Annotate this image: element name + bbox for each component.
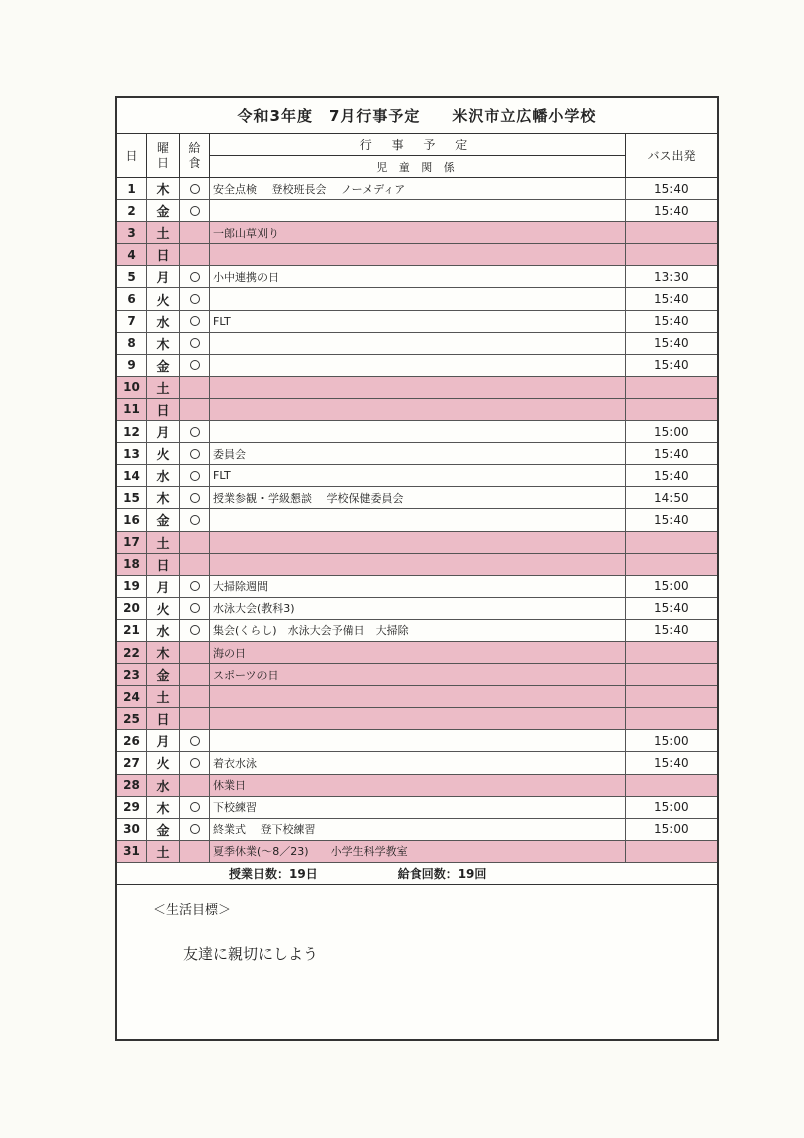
lunch-circle-icon bbox=[190, 824, 200, 834]
lunch-circle-icon bbox=[190, 294, 200, 304]
day-cell: 12 bbox=[117, 421, 147, 442]
day-cell: 27 bbox=[117, 752, 147, 773]
lunch-circle-icon bbox=[190, 184, 200, 194]
table-row bbox=[117, 797, 717, 819]
weekday-cell: 土 bbox=[147, 222, 180, 243]
lunch-cell bbox=[180, 620, 210, 641]
header-lunch-top: 給 bbox=[188, 140, 201, 155]
event-cell: 一郎山草刈り bbox=[210, 222, 626, 243]
day-cell: 17 bbox=[117, 532, 147, 553]
bus-time-cell: 15:40 bbox=[654, 358, 689, 373]
table-row bbox=[117, 752, 717, 774]
event-cell: 下校練習 bbox=[210, 797, 626, 818]
bus-time-cell bbox=[626, 686, 717, 707]
event-cell bbox=[210, 708, 626, 729]
bus-time-cell: 15:40 bbox=[654, 181, 689, 196]
bus-time-cell: 15:40 bbox=[654, 755, 689, 770]
table-row bbox=[117, 841, 717, 863]
day-cell: 22 bbox=[117, 642, 147, 663]
table-row bbox=[117, 554, 717, 576]
table-row bbox=[117, 775, 717, 797]
header-weekday-bottom: 日 bbox=[156, 155, 169, 170]
event-cell: 集会(くらし) 水泳大会予備日 大掃除 bbox=[210, 620, 626, 641]
table-row bbox=[117, 532, 717, 554]
header-lunch bbox=[180, 134, 210, 177]
bus-time-cell: 15:40 bbox=[654, 203, 689, 218]
weekday-cell: 月 bbox=[147, 266, 180, 287]
lunch-cell bbox=[180, 730, 210, 751]
day-cell: 26 bbox=[117, 730, 147, 751]
weekday-cell: 月 bbox=[147, 730, 180, 751]
weekday-cell: 火 bbox=[147, 752, 180, 773]
weekday-cell: 金 bbox=[147, 664, 180, 685]
bus-time-cell: 13:30 bbox=[654, 269, 689, 284]
bus-time-cell bbox=[626, 841, 717, 862]
weekday-cell: 木 bbox=[147, 178, 180, 199]
day-cell: 28 bbox=[117, 775, 147, 796]
weekday-cell: 火 bbox=[147, 443, 180, 464]
lunch-cell bbox=[180, 642, 210, 663]
bus-time-cell bbox=[626, 399, 717, 420]
weekday-cell: 火 bbox=[147, 288, 180, 309]
bus-time-cell: 15:40 bbox=[654, 601, 689, 616]
weekday-cell: 水 bbox=[147, 311, 180, 332]
lunch-cell bbox=[180, 244, 210, 265]
bus-time-cell bbox=[626, 244, 717, 265]
event-cell bbox=[210, 200, 626, 221]
table-row bbox=[117, 664, 717, 686]
event-cell bbox=[210, 730, 626, 751]
lunch-cell bbox=[180, 598, 210, 619]
weekday-cell: 土 bbox=[147, 841, 180, 862]
table-row bbox=[117, 598, 717, 620]
summary-bar bbox=[117, 863, 717, 885]
table-row bbox=[117, 355, 717, 377]
day-cell: 14 bbox=[117, 465, 147, 486]
bus-time-cell: 15:00 bbox=[654, 822, 689, 837]
event-cell: 水泳大会(教科3) bbox=[210, 598, 626, 619]
lunch-cell bbox=[180, 797, 210, 818]
table-row bbox=[117, 222, 717, 244]
lunch-circle-icon bbox=[190, 515, 200, 525]
event-cell: FLT bbox=[210, 311, 626, 332]
weekday-cell: 金 bbox=[147, 819, 180, 840]
weekday-cell: 木 bbox=[147, 797, 180, 818]
weekday-cell: 木 bbox=[147, 487, 180, 508]
lunch-cell bbox=[180, 399, 210, 420]
lunch-cell bbox=[180, 355, 210, 376]
header-weekday-top: 曜 bbox=[156, 140, 169, 155]
day-cell: 7 bbox=[117, 311, 147, 332]
day-cell: 18 bbox=[117, 554, 147, 575]
table-row bbox=[117, 686, 717, 708]
bus-time-cell: 15:40 bbox=[654, 512, 689, 527]
header-events bbox=[210, 134, 626, 177]
schedule-sheet bbox=[115, 96, 719, 1041]
event-cell: スポーツの日 bbox=[210, 664, 626, 685]
event-cell: 休業日 bbox=[210, 775, 626, 796]
table-row bbox=[117, 465, 717, 487]
lunch-cell bbox=[180, 421, 210, 442]
weekday-cell: 土 bbox=[147, 686, 180, 707]
day-cell: 24 bbox=[117, 686, 147, 707]
weekday-cell: 水 bbox=[147, 620, 180, 641]
bus-time-cell: 15:00 bbox=[654, 424, 689, 439]
weekday-cell: 土 bbox=[147, 377, 180, 398]
life-goals bbox=[117, 885, 717, 1055]
table-row bbox=[117, 200, 717, 222]
lunch-cell bbox=[180, 266, 210, 287]
lunch-circle-icon bbox=[190, 625, 200, 635]
day-cell: 9 bbox=[117, 355, 147, 376]
event-cell: 委員会 bbox=[210, 443, 626, 464]
schedule-rows bbox=[117, 178, 717, 863]
table-row bbox=[117, 708, 717, 730]
weekday-cell: 月 bbox=[147, 576, 180, 597]
header-weekday bbox=[147, 134, 180, 177]
header-events-title: 行 事 予 定 bbox=[210, 134, 625, 156]
lunch-circle-icon bbox=[190, 360, 200, 370]
weekday-cell: 日 bbox=[147, 554, 180, 575]
weekday-cell: 土 bbox=[147, 532, 180, 553]
lunch-cell bbox=[180, 377, 210, 398]
class-days: 授業日数：19日 bbox=[229, 866, 318, 881]
event-cell: 授業参観・学級懇談 学校保健委員会 bbox=[210, 487, 626, 508]
day-cell: 2 bbox=[117, 200, 147, 221]
bus-time-cell bbox=[626, 664, 717, 685]
day-cell: 10 bbox=[117, 377, 147, 398]
table-row bbox=[117, 399, 717, 421]
bus-time-cell: 14:50 bbox=[654, 490, 689, 505]
event-cell: 着衣水泳 bbox=[210, 752, 626, 773]
lunch-circle-icon bbox=[190, 471, 200, 481]
bus-time-cell bbox=[626, 554, 717, 575]
lunch-cell bbox=[180, 576, 210, 597]
table-row bbox=[117, 377, 717, 399]
lunch-days: 給食回数：19回 bbox=[397, 866, 487, 881]
day-cell: 20 bbox=[117, 598, 147, 619]
lunch-circle-icon bbox=[190, 272, 200, 282]
day-cell: 30 bbox=[117, 819, 147, 840]
event-cell bbox=[210, 686, 626, 707]
lunch-cell bbox=[180, 686, 210, 707]
event-cell bbox=[210, 399, 626, 420]
lunch-cell bbox=[180, 311, 210, 332]
weekday-cell: 日 bbox=[147, 708, 180, 729]
bus-time-cell bbox=[626, 775, 717, 796]
day-cell: 5 bbox=[117, 266, 147, 287]
event-cell bbox=[210, 554, 626, 575]
lunch-circle-icon bbox=[190, 581, 200, 591]
lunch-cell bbox=[180, 775, 210, 796]
lunch-cell bbox=[180, 222, 210, 243]
lunch-circle-icon bbox=[190, 802, 200, 812]
weekday-cell: 金 bbox=[147, 355, 180, 376]
bus-time-cell: 15:00 bbox=[654, 579, 689, 594]
header-lunch-bottom: 食 bbox=[188, 155, 201, 170]
lunch-circle-icon bbox=[190, 427, 200, 437]
bus-time-cell: 15:00 bbox=[654, 733, 689, 748]
lunch-circle-icon bbox=[190, 449, 200, 459]
weekday-cell: 金 bbox=[147, 509, 180, 530]
header-events-sub: 児 童 関 係 bbox=[376, 160, 459, 174]
lunch-circle-icon bbox=[190, 338, 200, 348]
weekday-cell: 日 bbox=[147, 399, 180, 420]
bus-time-cell: 15:40 bbox=[654, 314, 689, 329]
lunch-cell bbox=[180, 554, 210, 575]
table-row bbox=[117, 421, 717, 443]
day-cell: 13 bbox=[117, 443, 147, 464]
table-row bbox=[117, 509, 717, 531]
table-row bbox=[117, 620, 717, 642]
lunch-circle-icon bbox=[190, 206, 200, 216]
bus-time-cell: 15:40 bbox=[654, 292, 689, 307]
lunch-circle-icon bbox=[190, 603, 200, 613]
weekday-cell: 木 bbox=[147, 642, 180, 663]
event-cell: 夏季休業(～8／23) 小学生科学教室 bbox=[210, 841, 626, 862]
day-cell: 6 bbox=[117, 288, 147, 309]
lunch-cell bbox=[180, 532, 210, 553]
day-cell: 29 bbox=[117, 797, 147, 818]
bus-time-cell bbox=[626, 377, 717, 398]
table-row bbox=[117, 178, 717, 200]
lunch-circle-icon bbox=[190, 736, 200, 746]
lunch-cell bbox=[180, 708, 210, 729]
table-header bbox=[117, 134, 717, 178]
event-cell bbox=[210, 333, 626, 354]
day-cell: 23 bbox=[117, 664, 147, 685]
weekday-cell: 火 bbox=[147, 598, 180, 619]
bus-time-cell bbox=[626, 642, 717, 663]
event-cell bbox=[210, 377, 626, 398]
day-cell: 11 bbox=[117, 399, 147, 420]
day-cell: 15 bbox=[117, 487, 147, 508]
table-row bbox=[117, 266, 717, 288]
day-cell: 1 bbox=[117, 178, 147, 199]
bus-time-cell: 15:40 bbox=[654, 446, 689, 461]
weekday-cell: 月 bbox=[147, 421, 180, 442]
lunch-cell bbox=[180, 288, 210, 309]
page-title: 令和3年度 7月行事予定 米沢市立広幡小学校 bbox=[117, 98, 717, 134]
event-cell: 海の日 bbox=[210, 642, 626, 663]
day-cell: 4 bbox=[117, 244, 147, 265]
event-cell bbox=[210, 509, 626, 530]
lunch-cell bbox=[180, 443, 210, 464]
bus-time-cell: 15:40 bbox=[654, 336, 689, 351]
day-cell: 31 bbox=[117, 841, 147, 862]
event-cell bbox=[210, 355, 626, 376]
weekday-cell: 水 bbox=[147, 775, 180, 796]
event-cell: FLT bbox=[210, 465, 626, 486]
bus-time-cell: 15:00 bbox=[654, 800, 689, 815]
lunch-cell bbox=[180, 509, 210, 530]
event-cell bbox=[210, 244, 626, 265]
bus-time-cell bbox=[626, 708, 717, 729]
lunch-cell bbox=[180, 841, 210, 862]
lunch-circle-icon bbox=[190, 316, 200, 326]
lunch-cell bbox=[180, 819, 210, 840]
table-row bbox=[117, 730, 717, 752]
table-row bbox=[117, 288, 717, 310]
day-cell: 8 bbox=[117, 333, 147, 354]
day-cell: 3 bbox=[117, 222, 147, 243]
table-row bbox=[117, 487, 717, 509]
day-cell: 21 bbox=[117, 620, 147, 641]
table-row bbox=[117, 819, 717, 841]
bus-time-cell: 15:40 bbox=[654, 468, 689, 483]
event-cell: 大掃除週間 bbox=[210, 576, 626, 597]
lunch-cell bbox=[180, 487, 210, 508]
lunch-circle-icon bbox=[190, 758, 200, 768]
lunch-cell bbox=[180, 664, 210, 685]
header-bus: バス出発 bbox=[647, 149, 696, 163]
event-cell bbox=[210, 421, 626, 442]
lunch-cell bbox=[180, 465, 210, 486]
lunch-cell bbox=[180, 178, 210, 199]
weekday-cell: 水 bbox=[147, 465, 180, 486]
day-cell: 25 bbox=[117, 708, 147, 729]
weekday-cell: 日 bbox=[147, 244, 180, 265]
weekday-cell: 木 bbox=[147, 333, 180, 354]
table-row bbox=[117, 443, 717, 465]
bus-time-cell: 15:40 bbox=[654, 623, 689, 638]
table-row bbox=[117, 642, 717, 664]
lunch-cell bbox=[180, 333, 210, 354]
day-cell: 16 bbox=[117, 509, 147, 530]
event-cell: 安全点検 登校班長会 ノーメディア bbox=[210, 178, 626, 199]
bus-time-cell bbox=[626, 222, 717, 243]
lunch-cell bbox=[180, 200, 210, 221]
goals-heading: ＜生活目標＞ bbox=[153, 902, 232, 918]
event-cell bbox=[210, 532, 626, 553]
table-row bbox=[117, 333, 717, 355]
lunch-circle-icon bbox=[190, 493, 200, 503]
lunch-cell bbox=[180, 752, 210, 773]
table-row bbox=[117, 311, 717, 333]
table-row bbox=[117, 244, 717, 266]
table-row bbox=[117, 576, 717, 598]
event-cell: 終業式 登下校練習 bbox=[210, 819, 626, 840]
weekday-cell: 金 bbox=[147, 200, 180, 221]
event-cell bbox=[210, 288, 626, 309]
day-cell: 19 bbox=[117, 576, 147, 597]
event-cell: 小中連携の日 bbox=[210, 266, 626, 287]
bus-time-cell bbox=[626, 532, 717, 553]
goals-text: 友達に親切にしよう bbox=[183, 944, 319, 963]
header-day: 日 bbox=[117, 134, 147, 177]
